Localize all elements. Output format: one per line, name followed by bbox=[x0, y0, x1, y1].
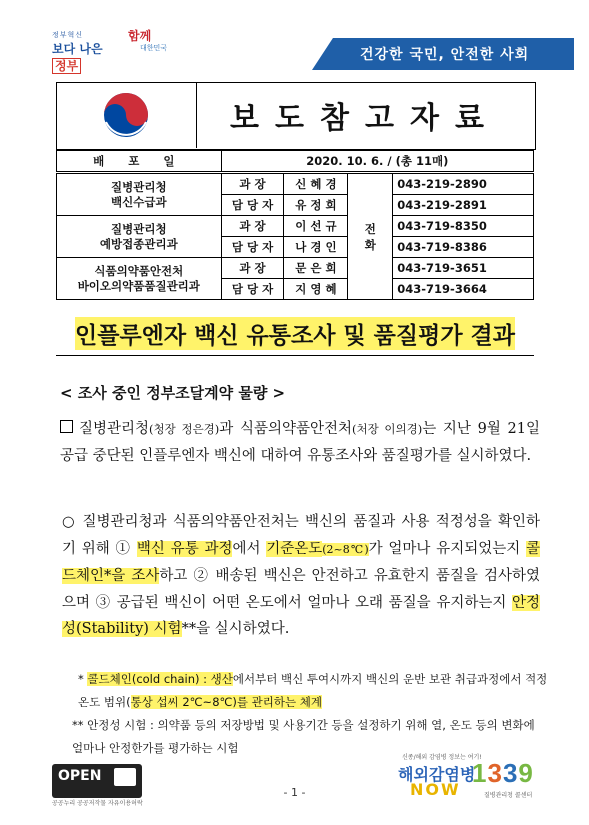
role: 담 당 자 bbox=[221, 195, 284, 216]
para1-c: 과 식품의약품안전처 bbox=[219, 421, 353, 437]
highlight-1: 백신 유통 과정 bbox=[136, 540, 233, 557]
highlight-2-sub: (2~8℃) bbox=[322, 542, 369, 556]
contact-table bbox=[56, 150, 534, 300]
dept-unit: 예방접종관리과 bbox=[99, 236, 178, 251]
paragraph-1 bbox=[60, 416, 540, 469]
highlight-4: 안정성(Stability) 시험 bbox=[62, 594, 540, 637]
role: 과 장 bbox=[221, 173, 284, 195]
para2-t2: 에서 bbox=[232, 540, 267, 557]
hotline-digit: 3 bbox=[502, 758, 519, 788]
phone-label-cell bbox=[348, 173, 393, 300]
logo2-main: 함께 bbox=[128, 29, 152, 43]
phone-number: 043-719-8386 bbox=[393, 237, 534, 258]
note1-highlight: 콜드체인(cold chain) : 생산 bbox=[87, 672, 233, 686]
phone-number: 043-219-2890 bbox=[393, 173, 534, 195]
role: 과 장 bbox=[221, 216, 284, 237]
table-row bbox=[57, 258, 534, 279]
dept-org: 식품의약품안전처 bbox=[94, 263, 184, 278]
footnote-cold-chain bbox=[78, 668, 548, 714]
open-caption: 공공누리 공공저작물 자유이용허락 bbox=[52, 800, 143, 807]
highlight-2: 기준온도 bbox=[266, 540, 323, 557]
person-name: 유 정 희 bbox=[284, 195, 348, 216]
phone-label: 전 화 bbox=[364, 221, 376, 252]
phone-number: 043-719-8350 bbox=[393, 216, 534, 237]
table-row bbox=[57, 173, 534, 195]
logo-box: 정부 bbox=[52, 58, 81, 74]
note1-highlight-2: 통상 섭씨 2℃~8℃)를 관리하는 체계 bbox=[130, 695, 322, 709]
para1-e: 는 지난 9월 21일 공급 중단된 인플루엔자 백신에 대하여 유통조사와 품질평가를 실시하였다. bbox=[60, 421, 540, 464]
dept-unit: 바이오의약품품질관리과 bbox=[77, 278, 200, 293]
document-title: 보도참고자료 bbox=[230, 101, 500, 136]
logo-line2: 보다 나은 bbox=[52, 42, 103, 56]
dept-org: 질병관리청 bbox=[111, 179, 167, 194]
hotline-digit: 9 bbox=[518, 758, 534, 788]
together-korea-logo bbox=[128, 30, 198, 68]
person-name: 지 영 혜 bbox=[284, 279, 348, 300]
footnote-stability: ** 안정성 시험 : 의약품 등의 저장방법 및 사용기간 등을 설정하기 위해 열, 온도 등의 변화에 얼마나 안정한가를 평가하는 시험 bbox=[72, 718, 535, 755]
subheading: < 조사 중인 정부조달계약 물량 > bbox=[60, 384, 286, 402]
para2-t1: ○ 질병관리청과 식품의약품안전처는 백신의 품질과 사용 적정성을 확인하기 위해 ① bbox=[62, 514, 540, 557]
note1-mark: * bbox=[78, 672, 84, 686]
headline bbox=[56, 311, 534, 356]
hotline-digit: 1 bbox=[472, 758, 488, 788]
dept-unit: 백신수급과 bbox=[111, 194, 167, 209]
note1-text: 에서부터 백신 투여시까지 백신의 운반 보관 취급과정에서 적정 온도 범위( bbox=[78, 672, 548, 709]
slogan-text: 건강한 국민, 안전한 사회 bbox=[360, 47, 530, 63]
person-name: 문 은 희 bbox=[284, 258, 348, 279]
highlight-3: 콜드체인*을 조사 bbox=[62, 540, 540, 584]
checkbox-bullet-icon bbox=[60, 420, 73, 433]
hotline-digit: 3 bbox=[487, 758, 503, 788]
role: 담 당 자 bbox=[221, 237, 284, 258]
phone-number: 043-219-2891 bbox=[393, 195, 534, 216]
page-number: - 1 - bbox=[283, 786, 306, 799]
para1-b: (청장 정은경) bbox=[149, 422, 220, 436]
hotline-1339-logo bbox=[472, 758, 534, 789]
para1-a: 질병관리청 bbox=[79, 421, 150, 437]
person-name: 신 혜 경 bbox=[284, 173, 348, 195]
headline-text: 인플루엔자 백신 유통조사 및 품질평가 결과 bbox=[75, 317, 515, 350]
distribution-row bbox=[57, 151, 534, 173]
para2-t5: **을 실시하였다. bbox=[181, 621, 290, 637]
overseas-infection-logo: 해외감염병 bbox=[398, 765, 476, 784]
para2-t4: 하고 ② 배송된 백신은 안전하고 유효한지 품질을 검사하였으며 ③ 공급된 백신이 어떤 온도에서 얼마나 오래 품질을 유지하는지 bbox=[62, 568, 540, 611]
phone-number: 043-719-3651 bbox=[393, 258, 534, 279]
license-icon bbox=[114, 768, 136, 786]
role: 과 장 bbox=[221, 258, 284, 279]
distribution-label: 배 포 일 bbox=[57, 151, 222, 173]
now-logo: NOW bbox=[410, 780, 461, 799]
dept-org: 질병관리청 bbox=[111, 221, 167, 236]
para2-t3: 가 얼마나 유지되었는지 bbox=[368, 540, 526, 557]
person-name: 나 경 인 bbox=[284, 237, 348, 258]
table-row bbox=[57, 216, 534, 237]
government-emblem bbox=[56, 82, 197, 148]
paragraph-2 bbox=[62, 509, 540, 643]
hotline-caption: 질병관리청 콜센터 bbox=[484, 792, 533, 799]
government-innovation-logo bbox=[52, 30, 118, 73]
role: 담 당 자 bbox=[221, 279, 284, 300]
logo2-sub: 대한민국 bbox=[140, 44, 168, 52]
distribution-value: 2020. 10. 6. / (총 11매) bbox=[221, 151, 533, 173]
now-caption: 신종/해외 감염병 정보는 여기! bbox=[402, 754, 482, 761]
phone-number: 043-719-3664 bbox=[393, 279, 534, 300]
para1-d: (처장 이의경) bbox=[352, 422, 423, 436]
person-name: 이 선 규 bbox=[284, 216, 348, 237]
taeguk-emblem-icon bbox=[56, 82, 196, 148]
logo-line1: 정부혁신 bbox=[52, 31, 84, 39]
open-label: OPEN bbox=[58, 768, 102, 784]
